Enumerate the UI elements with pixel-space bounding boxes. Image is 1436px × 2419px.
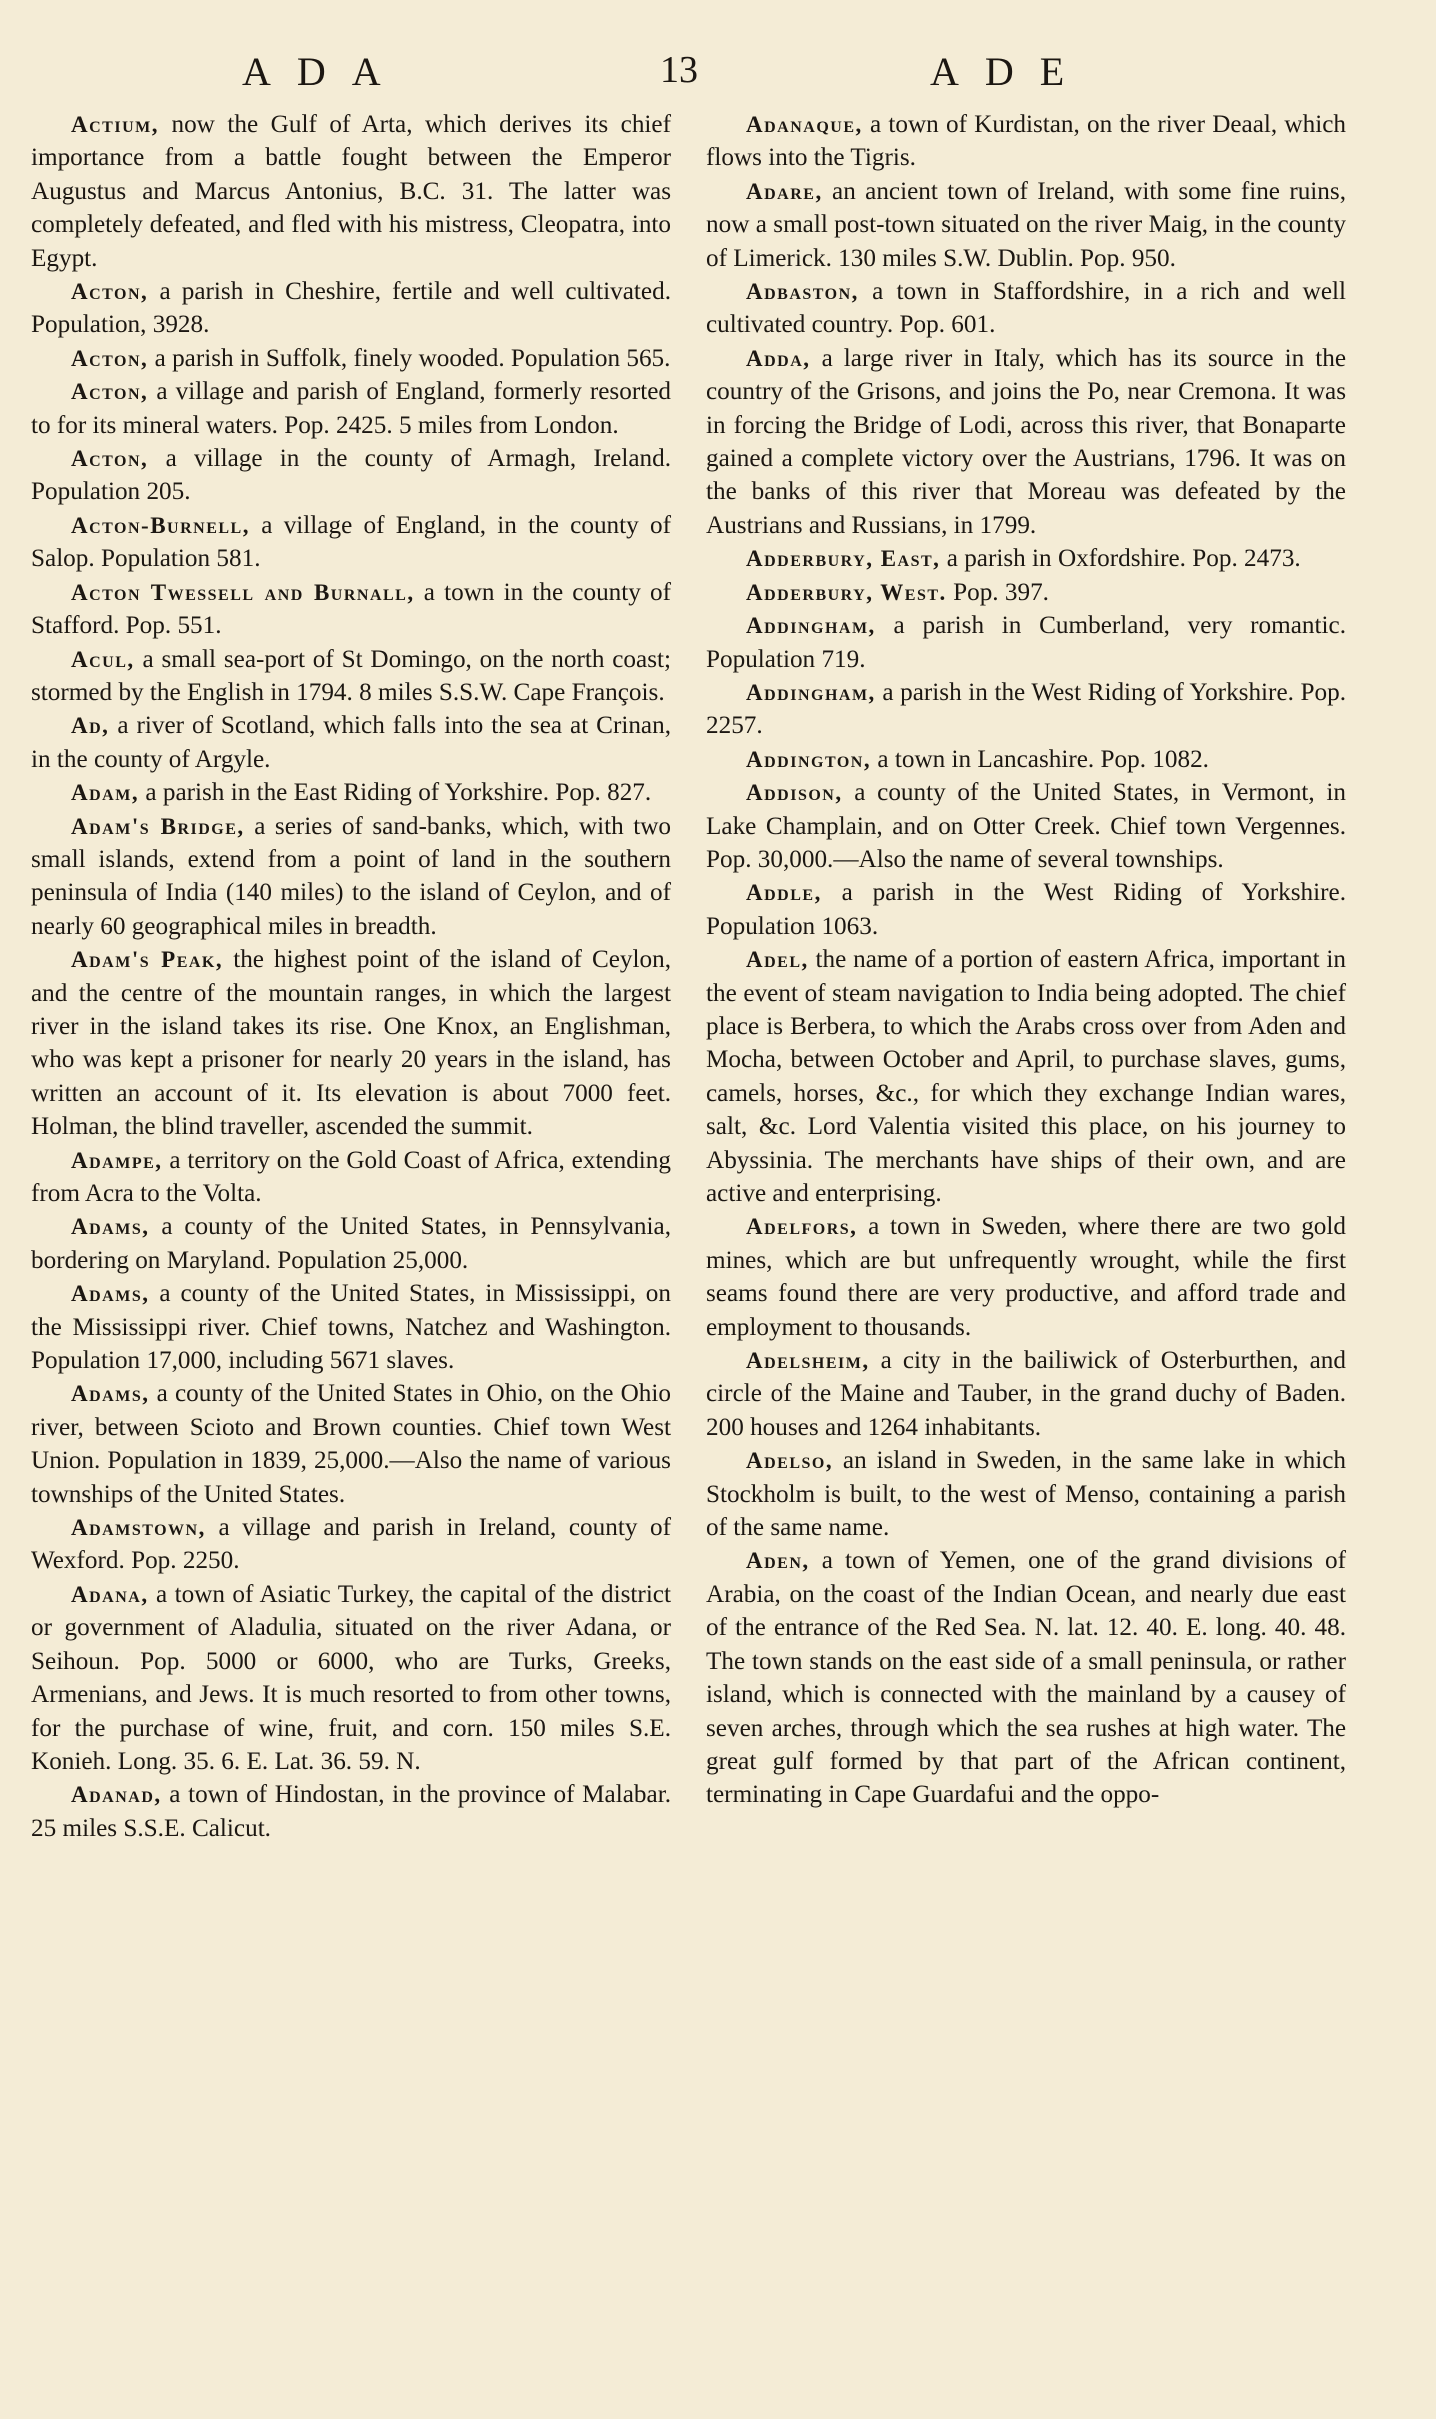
entry-text: a town in the county of Stafford. Pop. 551. [31,578,671,640]
dictionary-entry [706,609,1346,676]
entry-text: a county of the United States in Ohio, on the Ohio river, between Scioto and Brown counties. Chief town West Union. Population in 1839, 25,000.—Also the name of various townships of the United States. [31,1380,671,1508]
entry-headword: Addle, [746,880,822,906]
entry-text: a village and parish of England, formerly resorted to for its mineral waters. Pop. 2425. 5 miles from London. [31,378,671,439]
left-column [31,108,671,1845]
entry-headword: Acton-Burnell, [71,512,250,538]
dictionary-entry [31,1778,671,1845]
entry-headword: Adams, [71,1214,150,1240]
entry-text: a parish in the West Riding of Yorkshire. Pop. 2257. [706,678,1346,740]
entry-headword: Adbaston, [746,279,859,305]
entry-headword: Acton, [71,279,149,305]
entry-headword: Adams, [71,1281,150,1307]
dictionary-entry [31,375,671,442]
entry-text: Pop. 397. [946,578,1049,606]
entry-headword: Adelsheim, [746,1348,870,1374]
page-header [0,48,1436,98]
entry-headword: Adam's Bridge, [71,813,245,839]
entry-text: the highest point of the island of Ceylon, and the centre of the mountain ranges, in which the largest river in the island takes its rise. One Knox, an Englishman, who was kept a prisoner for nearly 20 years in the island, has written an account of it. Its elevation is about 7000 feet. Holman, the blind traveller, ascended the summit. [31,946,671,1141]
entry-headword: Adel, [746,947,809,973]
entry-headword: Adanad, [71,1782,162,1808]
entry-headword: Adelso, [746,1448,834,1474]
dictionary-entry [706,108,1346,175]
entry-headword: Adda, [746,345,811,371]
dictionary-entry [706,175,1346,275]
entry-text: the name of a portion of eastern Africa, important in the event of steam navigation to India being adopted. The chief place is Berbera, to which the Arabs cross over from Aden and Mocha, between October and April, to purchase slaves, gums, camels, horses, &c., for which they exchange Indian wares, salt, &c. Lord Valentia visited this place, on his journey to Abyssinia. The merchants have ships of their own, and are active and enterprising. [706,946,1346,1207]
dictionary-entry [31,275,671,342]
entry-headword: Adelfors, [746,1214,858,1240]
entry-text: a town of Kurdistan, on the river Deaal, which flows into the Tigris. [706,111,1346,172]
entry-text: a town of Hindostan, in the province of Malabar. 25 miles S.S.E. Calicut. [31,1781,671,1842]
dictionary-entry [706,943,1346,1210]
entry-headword: Adderbury, East, [746,546,941,572]
dictionary-entry [706,676,1346,743]
dictionary-entry [706,1444,1346,1544]
entry-headword: Adam's Peak, [71,947,224,973]
dictionary-entry [31,108,671,275]
dictionary-entry [31,1511,671,1578]
entry-text: a town of Yemen, one of the grand divisions of Arabia, on the coast of the Indian Ocean, and nearly due east of the entrance of the Red Sea. N. lat. 12. 40. E. long. 40. 48. The town stands on the east side of a small peninsula, or rather island, which is connected with the mainland by a causey of seven arches, through which the sea rushes at high water. The great gulf formed by that part of the African continent, terminating in Cape Guardafui and the oppo- [706,1547,1346,1809]
entry-headword: Adam, [71,780,140,806]
dictionary-entry [31,1377,671,1511]
entry-text: a town in Staffordshire, in a rich and well cultivated country. Pop. 601. [706,278,1346,339]
dictionary-entry [706,1544,1346,1811]
entry-text: a parish in Oxfordshire. Pop. 2473. [940,545,1301,573]
entry-headword: Acton, [71,379,149,405]
dictionary-entry [31,509,671,576]
entry-headword: Actium, [71,112,159,137]
dictionary-entry [31,1210,671,1277]
dictionary-entry [706,1210,1346,1344]
entry-text: a village in the county of Armagh, Ireland. Population 205. [31,445,671,506]
dictionary-entry [31,576,671,643]
header-left-guideword: ADA [242,49,407,94]
dictionary-entry [706,876,1346,943]
entry-headword: Acton Twessell and Burnall, [71,579,415,605]
dictionary-entry [31,776,671,809]
entry-text: a parish in the East Riding of Yorkshire. Pop. 827. [139,779,652,807]
entry-headword: Addison, [746,780,843,806]
entry-text: a village of England, in the county of Salop. Population 581. [31,511,671,573]
entry-text: a parish in Cumberland, very romantic. Population 719. [706,612,1346,673]
dictionary-entry [31,709,671,776]
entry-text: an ancient town of Ireland, with some fine ruins, now a small post-town situated on the river Maig, in the county of Limerick. 130 miles S.W. Dublin. Pop. 950. [706,177,1346,272]
entry-headword: Addingham, [746,679,876,705]
dictionary-entry [31,442,671,509]
entry-text: a town of Asiatic Turkey, the capital of the district or government of Aladulia, situated on the river Adana, or Seihoun. Pop. 5000 or 6000, who are Turks, Greeks, Armenians, and Jews. It is much resorted to from other towns, for the purchase of wine, fruit, and corn. 150 miles S.E. Konieh. Long. 35. 6. E. Lat. 36. 59. N. [31,1580,671,1775]
entry-text: a town in Lancashire. Pop. 1082. [871,745,1209,773]
dictionary-entry [31,1578,671,1778]
header-right-guideword: ADE [930,49,1091,94]
dictionary-entry [31,1277,671,1377]
entry-text: an island in Sweden, in the same lake in which Stockholm is built, to the west of Menso, containing a parish of the same name. [706,1447,1346,1542]
dictionary-entry [31,810,671,944]
entry-text: a city in the bailiwick of Osterburthen, and circle of the Maine and Tauber, in the grand duchy of Baden. 200 houses and 1264 inhabitants. [706,1347,1346,1441]
dictionary-entry [31,342,671,375]
entry-headword: Acul, [71,646,135,672]
entry-text: now the Gulf of Arta, which derives its chief importance from a battle fought between the Emperor Augustus and Marcus Antonius, B.C. 31. The latter was completely defeated, and fled with his mistress, Cleopatra, into Egypt. [31,111,671,272]
entry-text: a territory on the Gold Coast of Africa, extending from Acra to the Volta. [31,1146,671,1207]
entry-headword: Acton, [71,345,149,371]
dictionary-entry [31,1144,671,1211]
entry-text: a county of the United States, in Mississippi, on the Mississippi river. Chief towns, Natchez and Washington. Population 17,000, including 5671 slaves. [31,1280,671,1375]
entry-headword: Addington, [746,746,872,772]
entry-text: a large river in Italy, which has its source in the country of the Grisons, and joins the Po, near Cremona. It was in forcing the Bridge of Lodi, across this river, that Bonaparte gained a complete victory over the Austrians, 1796. It was on the banks of this river that Moreau was defeated by the Austrians and Russians, in 1799. [706,344,1346,539]
entry-headword: Addingham, [746,613,876,639]
dictionary-entry [706,342,1346,542]
entry-headword: Ad, [71,713,110,739]
entry-headword: Adare, [746,178,823,204]
dictionary-entry [31,943,671,1143]
entry-headword: Aden, [746,1548,810,1574]
entry-text: a county of the United States, in Vermont, in Lake Champlain, and on Otter Creek. Chief town Vergennes. Pop. 30,000.—Also the name of several townships. [706,779,1346,873]
entry-text: a river of Scotland, which falls into the sea at Crinan, in the county of Argyle. [31,712,671,773]
dictionary-entry [31,643,671,710]
entry-headword: Adams, [71,1381,150,1407]
entry-headword: Adderbury, West. [746,579,947,605]
entry-text: a village and parish in Ireland, county of Wexford. Pop. 2250. [31,1514,671,1575]
entry-text: a parish in Suffolk, finely wooded. Population 565. [148,344,671,372]
dictionary-entry [706,275,1346,342]
page-number: 13 [660,49,698,91]
entry-headword: Adana, [71,1581,149,1607]
entry-headword: Adanaque, [746,112,863,137]
dictionary-entry [706,576,1346,609]
entry-text: a small sea-port of St Domingo, on the north coast; stormed by the English in 1794. 8 miles S.S.W. Cape François. [31,645,671,706]
dictionary-entry [706,743,1346,776]
right-column [706,108,1346,1812]
dictionary-entry [706,776,1346,876]
entry-text: a parish in the West Riding of Yorkshire. Population 1063. [706,879,1346,940]
entry-headword: Acton, [71,446,149,472]
dictionary-entry [706,1344,1346,1444]
entry-text: a series of sand-banks, which, with two small islands, extend from a point of land in the southern peninsula of India (140 miles) to the island of Ceylon, and of nearly 60 geographical miles in breadth. [31,812,671,940]
entry-text: a town in Sweden, where there are two gold mines, which are but unfrequently wrought, while the first seams found there are very productive, and afford trade and employment to thousands. [706,1213,1346,1341]
entry-text: a county of the United States, in Pennsylvania, bordering on Maryland. Population 25,000. [31,1213,671,1274]
entry-headword: Adamstown, [71,1515,206,1541]
dictionary-entry [706,542,1346,575]
entry-text: a parish in Cheshire, fertile and well cultivated. Population, 3928. [31,278,671,339]
entry-headword: Adampe, [71,1147,163,1173]
